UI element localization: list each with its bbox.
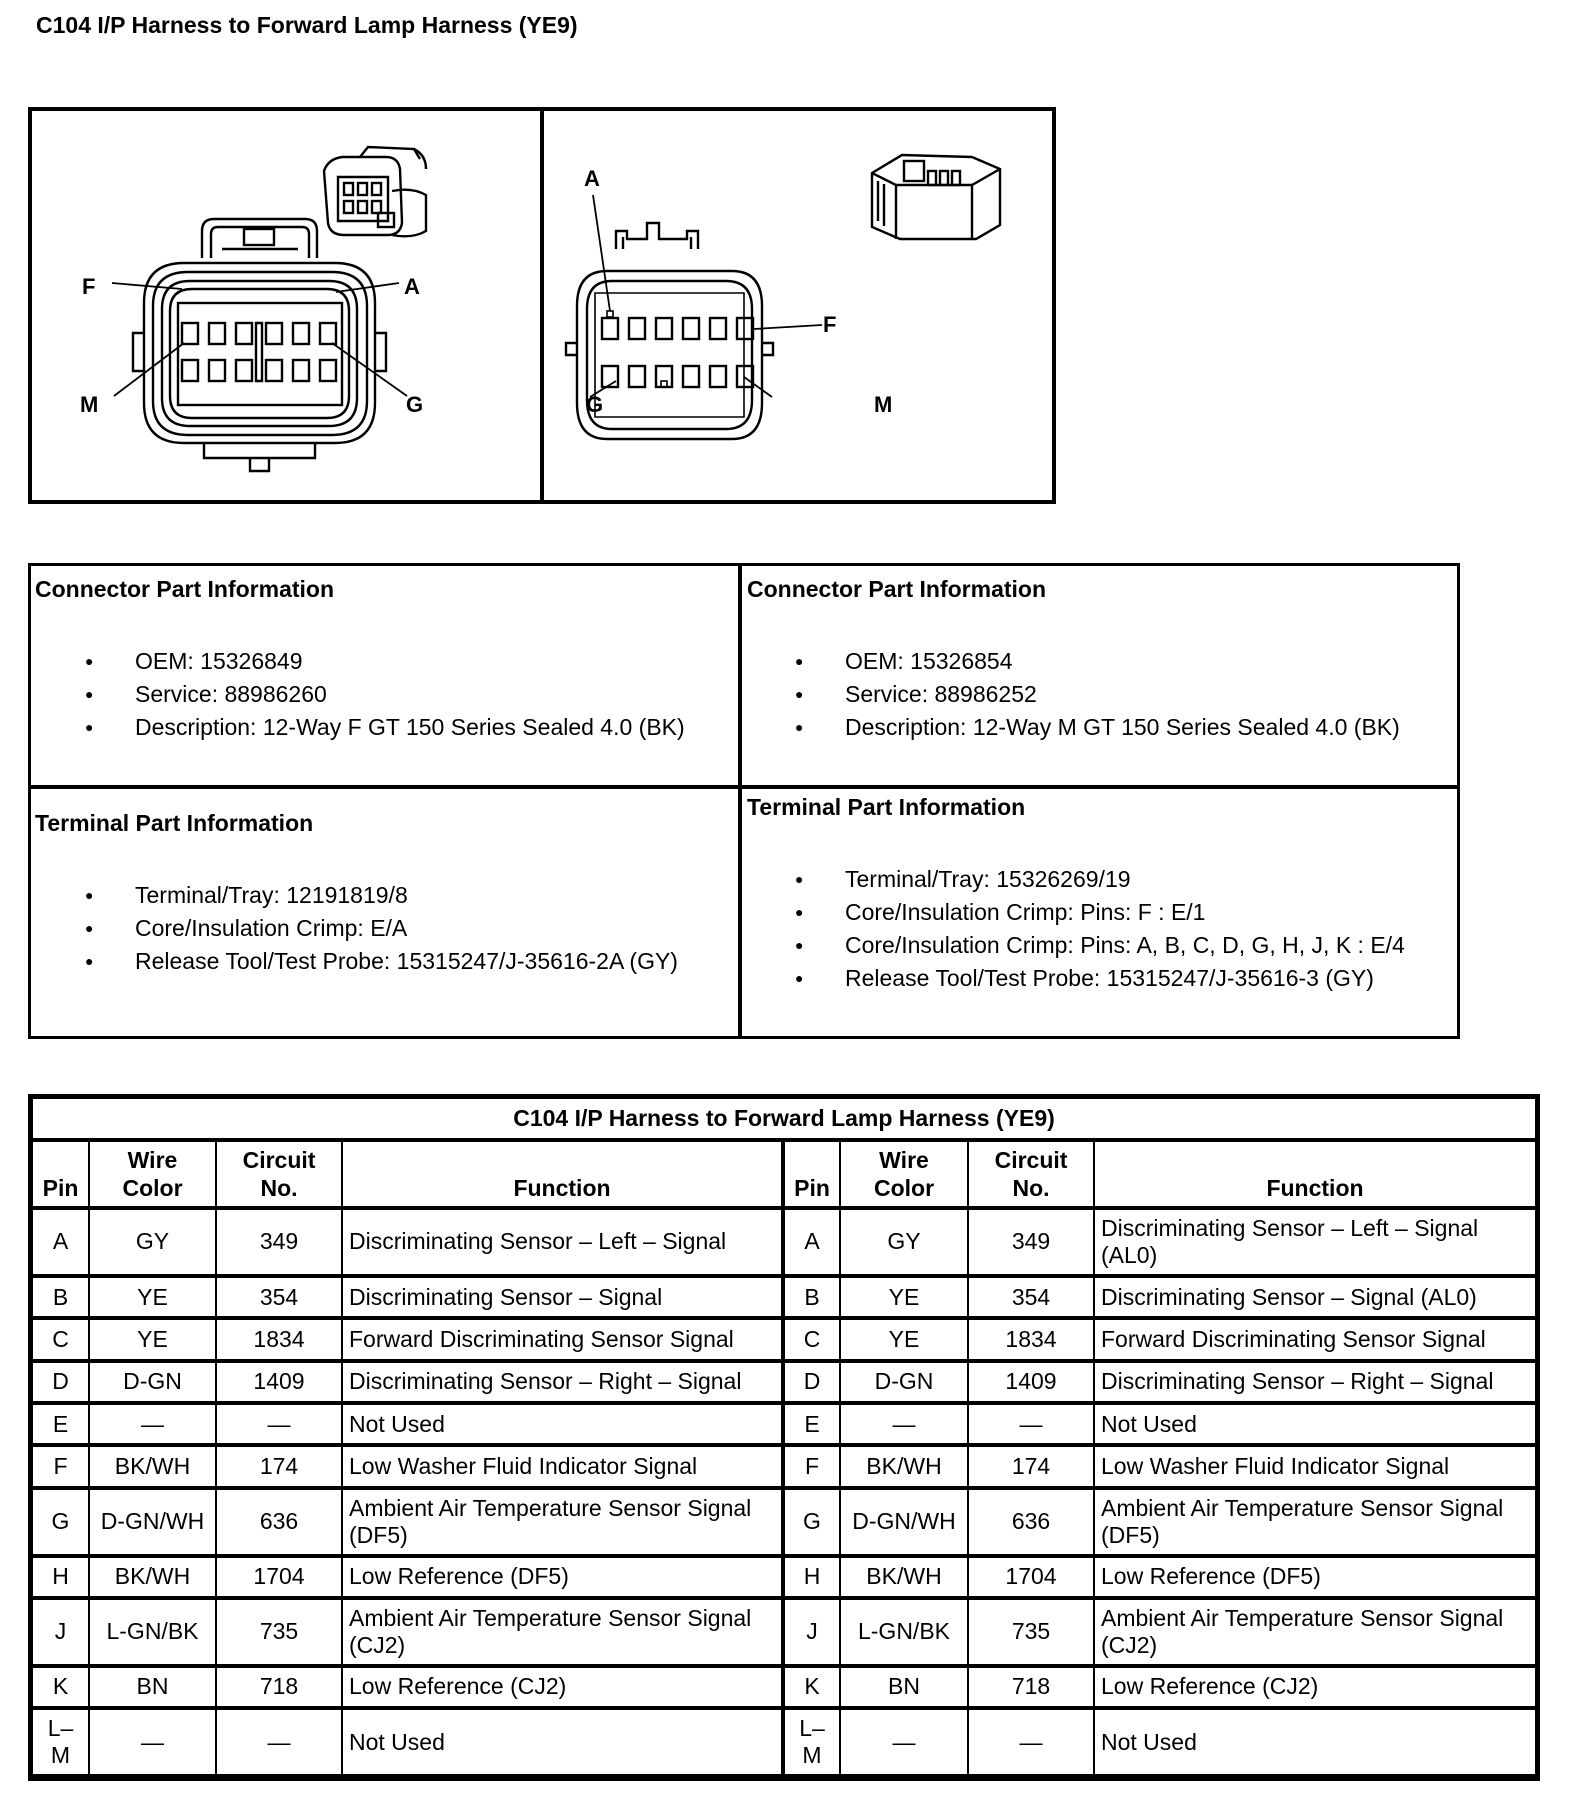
cell-function: Low Washer Fluid Indicator Signal bbox=[1094, 1445, 1536, 1487]
cell-wire-color: YE bbox=[89, 1318, 216, 1360]
cell-circuit: 636 bbox=[968, 1488, 1094, 1556]
cell-wire-color: — bbox=[840, 1708, 968, 1776]
col-header-pin: Pin bbox=[783, 1140, 840, 1208]
col-header-wire-color: Wire Color bbox=[89, 1140, 216, 1208]
cell-function: Forward Discriminating Sensor Signal bbox=[1094, 1318, 1536, 1360]
cell-function: Low Reference (CJ2) bbox=[1094, 1666, 1536, 1708]
list-item: ● Service: 88986252 bbox=[795, 678, 1400, 711]
left-pin-label-g: G bbox=[406, 392, 424, 417]
right-pin-label-g: G bbox=[586, 392, 604, 417]
connector-info-right-list bbox=[795, 645, 1400, 744]
col-header-circuit: Circuit No. bbox=[968, 1140, 1094, 1208]
terminal-info-left-list bbox=[85, 879, 678, 978]
cell-function: Ambient Air Temperature Sensor Signal (CJ2) bbox=[1094, 1598, 1536, 1666]
cell-pin: F bbox=[783, 1445, 840, 1487]
connector-diagram bbox=[28, 107, 1056, 504]
cell-circuit: 174 bbox=[968, 1445, 1094, 1487]
cell-function: Discriminating Sensor – Signal bbox=[342, 1276, 783, 1318]
cell-function: Not Used bbox=[1094, 1403, 1536, 1445]
cell-pin: J bbox=[32, 1598, 89, 1666]
female-connector-face bbox=[112, 147, 426, 471]
cell-function: Discriminating Sensor – Right – Signal bbox=[342, 1361, 783, 1403]
cell-pin: J bbox=[783, 1598, 840, 1666]
cell-wire-color: GY bbox=[89, 1208, 216, 1276]
table-row bbox=[32, 1445, 1536, 1487]
cell-pin: G bbox=[32, 1488, 89, 1556]
col-header-function: Function bbox=[1094, 1140, 1536, 1208]
cell-wire-color: BN bbox=[840, 1666, 968, 1708]
cell-pin: G bbox=[783, 1488, 840, 1556]
cell-pin: L– M bbox=[32, 1708, 89, 1776]
cell-wire-color: YE bbox=[89, 1276, 216, 1318]
right-pin-label-f: F bbox=[823, 312, 837, 337]
table-row bbox=[32, 1276, 1536, 1318]
table-row bbox=[32, 1403, 1536, 1445]
col-header-pin: Pin bbox=[32, 1140, 89, 1208]
cell-pin: K bbox=[32, 1666, 89, 1708]
terminal-info-right-heading: Terminal Part Information bbox=[747, 794, 1026, 820]
cell-function: Discriminating Sensor – Left – Signal bbox=[342, 1208, 783, 1276]
connector-info-left-list bbox=[85, 645, 685, 744]
cell-function: Ambient Air Temperature Sensor Signal (CJ2) bbox=[342, 1598, 783, 1666]
list-item: ● Release Tool/Test Probe: 15315247/J-35616-2A (GY) bbox=[85, 945, 678, 978]
cell-circuit: 354 bbox=[968, 1276, 1094, 1318]
cell-circuit: — bbox=[216, 1403, 342, 1445]
list-item: ● OEM: 15326849 bbox=[85, 645, 685, 678]
cell-wire-color: — bbox=[89, 1708, 216, 1776]
cell-wire-color: YE bbox=[840, 1276, 968, 1318]
cell-pin: L– M bbox=[783, 1708, 840, 1776]
cell-function: Discriminating Sensor – Right – Signal bbox=[1094, 1361, 1536, 1403]
cell-pin: A bbox=[32, 1208, 89, 1276]
cell-pin: C bbox=[783, 1318, 840, 1360]
cell-wire-color: D-GN bbox=[840, 1361, 968, 1403]
cell-pin: F bbox=[32, 1445, 89, 1487]
left-pin-label-m: M bbox=[80, 392, 99, 417]
cell-function: Ambient Air Temperature Sensor Signal (DF5) bbox=[342, 1488, 783, 1556]
col-header-function: Function bbox=[342, 1140, 783, 1208]
connector-drawings-svg bbox=[32, 111, 1052, 500]
list-item: ● Release Tool/Test Probe: 15315247/J-35616-3 (GY) bbox=[795, 962, 1405, 995]
cell-wire-color: D-GN/WH bbox=[89, 1488, 216, 1556]
part-info-horizontal-divider bbox=[31, 785, 1457, 789]
cell-function: Forward Discriminating Sensor Signal bbox=[342, 1318, 783, 1360]
cell-circuit: 1704 bbox=[216, 1556, 342, 1598]
cell-wire-color: — bbox=[840, 1403, 968, 1445]
cell-circuit: 718 bbox=[216, 1666, 342, 1708]
part-info-vertical-divider bbox=[738, 566, 742, 1036]
table-row bbox=[32, 1318, 1536, 1360]
cell-pin: D bbox=[32, 1361, 89, 1403]
terminal-info-left-heading: Terminal Part Information bbox=[35, 810, 314, 836]
part-information-grid bbox=[28, 563, 1460, 1039]
cell-circuit: 636 bbox=[216, 1488, 342, 1556]
cell-circuit: 354 bbox=[216, 1276, 342, 1318]
cell-pin: B bbox=[783, 1276, 840, 1318]
table-row bbox=[32, 1666, 1536, 1708]
cell-function: Discriminating Sensor – Signal (AL0) bbox=[1094, 1276, 1536, 1318]
cell-circuit: 1834 bbox=[968, 1318, 1094, 1360]
terminal-info-right-list bbox=[795, 863, 1405, 995]
cell-circuit: 1704 bbox=[968, 1556, 1094, 1598]
page-title: C104 I/P Harness to Forward Lamp Harness (YE9) bbox=[36, 12, 578, 38]
pinout-table-container bbox=[28, 1094, 1540, 1781]
list-item: ● Terminal/Tray: 12191819/8 bbox=[85, 879, 678, 912]
list-item: ● Core/Insulation Crimp: Pins: A, B, C, D, G, H, J, K : E/4 bbox=[795, 929, 1405, 962]
cell-circuit: 1409 bbox=[216, 1361, 342, 1403]
cell-circuit: 174 bbox=[216, 1445, 342, 1487]
connector-info-left-heading: Connector Part Information bbox=[35, 576, 335, 602]
cell-pin: A bbox=[783, 1208, 840, 1276]
cell-function: Not Used bbox=[342, 1708, 783, 1776]
cell-circuit: — bbox=[216, 1708, 342, 1776]
cell-pin: E bbox=[32, 1403, 89, 1445]
cell-circuit: 735 bbox=[216, 1598, 342, 1666]
cell-pin: H bbox=[32, 1556, 89, 1598]
table-row bbox=[32, 1598, 1536, 1666]
left-pin-label-a: A bbox=[404, 274, 420, 299]
list-item: ● Description: 12-Way F GT 150 Series Sealed 4.0 (BK) bbox=[85, 711, 685, 744]
cell-function: Low Reference (CJ2) bbox=[342, 1666, 783, 1708]
cell-circuit: 718 bbox=[968, 1666, 1094, 1708]
list-item: ● OEM: 15326854 bbox=[795, 645, 1400, 678]
cell-pin: H bbox=[783, 1556, 840, 1598]
cell-wire-color: D-GN/WH bbox=[840, 1488, 968, 1556]
cell-circuit: — bbox=[968, 1403, 1094, 1445]
cell-function: Low Reference (DF5) bbox=[1094, 1556, 1536, 1598]
cell-circuit: 1834 bbox=[216, 1318, 342, 1360]
cell-wire-color: GY bbox=[840, 1208, 968, 1276]
cell-circuit: 349 bbox=[216, 1208, 342, 1276]
cell-function: Not Used bbox=[1094, 1708, 1536, 1776]
pinout-table bbox=[31, 1097, 1537, 1778]
cell-wire-color: BK/WH bbox=[840, 1445, 968, 1487]
cell-wire-color: YE bbox=[840, 1318, 968, 1360]
cell-wire-color: BK/WH bbox=[840, 1556, 968, 1598]
cell-wire-color: BK/WH bbox=[89, 1556, 216, 1598]
cell-wire-color: L-GN/BK bbox=[89, 1598, 216, 1666]
table-caption: C104 I/P Harness to Forward Lamp Harness (YE9) bbox=[32, 1098, 1536, 1140]
list-item: ● Terminal/Tray: 15326269/19 bbox=[795, 863, 1405, 896]
pinout-table-body bbox=[32, 1208, 1536, 1776]
cell-wire-color: D-GN bbox=[89, 1361, 216, 1403]
male-connector-face bbox=[566, 155, 1000, 439]
cell-wire-color: BN bbox=[89, 1666, 216, 1708]
connector-info-right-heading: Connector Part Information bbox=[747, 576, 1047, 602]
cell-wire-color: BK/WH bbox=[89, 1445, 216, 1487]
list-item: ● Description: 12-Way M GT 150 Series Sealed 4.0 (BK) bbox=[795, 711, 1400, 744]
col-header-wire-color: Wire Color bbox=[840, 1140, 968, 1208]
right-pin-label-a: A bbox=[584, 166, 600, 191]
list-item: ● Core/Insulation Crimp: E/A bbox=[85, 912, 678, 945]
cell-function: Not Used bbox=[342, 1403, 783, 1445]
cell-circuit: 1409 bbox=[968, 1361, 1094, 1403]
cell-function: Low Washer Fluid Indicator Signal bbox=[342, 1445, 783, 1487]
cell-function: Ambient Air Temperature Sensor Signal (DF5) bbox=[1094, 1488, 1536, 1556]
cell-wire-color: L-GN/BK bbox=[840, 1598, 968, 1666]
list-item: ● Service: 88986260 bbox=[85, 678, 685, 711]
table-row bbox=[32, 1556, 1536, 1598]
cell-pin: B bbox=[32, 1276, 89, 1318]
table-row bbox=[32, 1488, 1536, 1556]
table-row bbox=[32, 1708, 1536, 1776]
list-item: ● Core/Insulation Crimp: Pins: F : E/1 bbox=[795, 896, 1405, 929]
col-header-circuit: Circuit No. bbox=[216, 1140, 342, 1208]
table-row bbox=[32, 1361, 1536, 1403]
cell-wire-color: — bbox=[89, 1403, 216, 1445]
cell-circuit: 735 bbox=[968, 1598, 1094, 1666]
cell-circuit: — bbox=[968, 1708, 1094, 1776]
cell-pin: K bbox=[783, 1666, 840, 1708]
left-pin-label-f: F bbox=[82, 274, 96, 299]
cell-circuit: 349 bbox=[968, 1208, 1094, 1276]
right-pin-label-m: M bbox=[874, 392, 893, 417]
cell-pin: C bbox=[32, 1318, 89, 1360]
cell-function: Discriminating Sensor – Left – Signal (AL0) bbox=[1094, 1208, 1536, 1276]
cell-pin: D bbox=[783, 1361, 840, 1403]
table-row bbox=[32, 1208, 1536, 1276]
cell-pin: E bbox=[783, 1403, 840, 1445]
cell-function: Low Reference (DF5) bbox=[342, 1556, 783, 1598]
